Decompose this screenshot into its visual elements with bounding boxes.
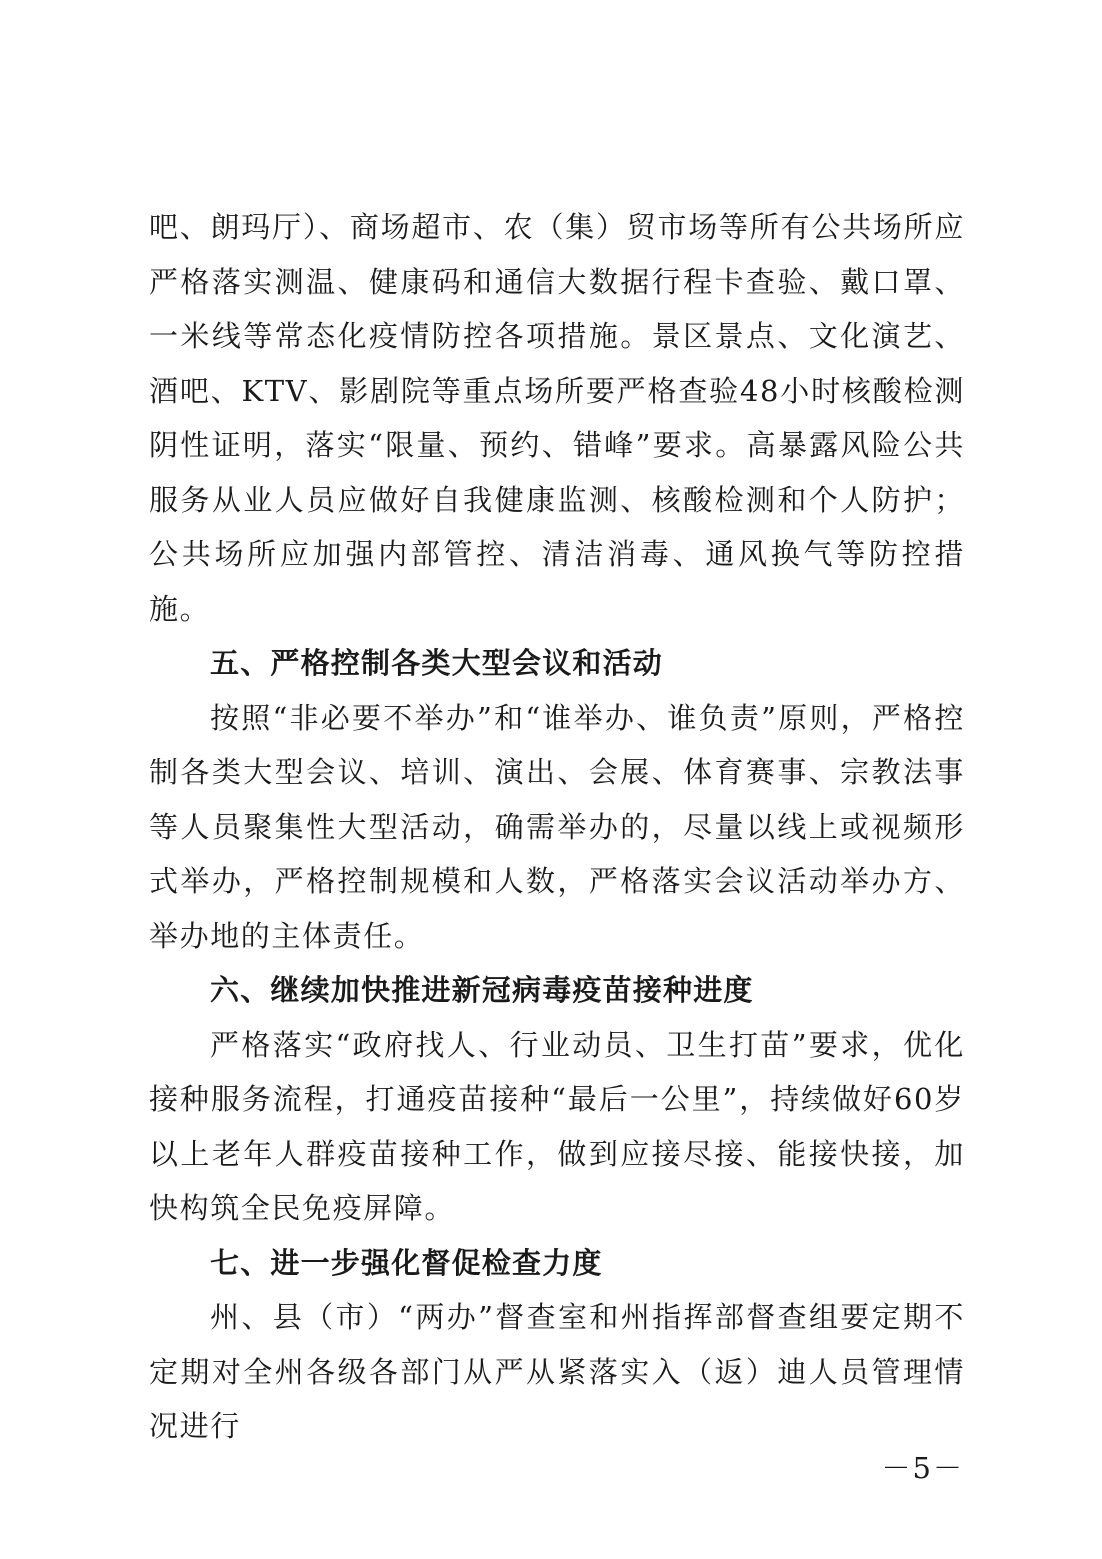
body-paragraph: 吧、朗玛厅）、商场超市、农（集）贸市场等所有公共场所应严格落实测温、健康码和通信大数据行程卡查验、戴口罩、一米线等常态化疫情防控各项措施。景区景点、文化演艺、酒吧、KTV、影剧院等重点场所要严格查验48小时核酸检测阴性证明，落实“限量、预约、错峰”要求。高暴露风险公共服务从业人员应做好自我健康监测、核酸检测和个人防护；公共场所应加强内部管控、清洁消毒、通风换气等防控措施。 bbox=[149, 210, 965, 626]
document-body bbox=[149, 200, 965, 1454]
section-heading-five: 五、严格控制各类大型会议和活动 bbox=[210, 646, 664, 680]
section-heading-seven: 七、进一步强化督促检查力度 bbox=[210, 1245, 603, 1280]
body-paragraph: 州、县（市）“两办”督查室和州指挥部督查组要定期不定期对全州各级各部门从严从紧落实入（返）迪人员管理情况进行 bbox=[149, 1300, 965, 1443]
page-number: －5－ bbox=[881, 1451, 964, 1485]
body-paragraph: 按照“非必要不举办”和“谁举办、谁负责”原则，严格控制各类大型会议、培训、演出、会展、体育赛事、宗教法事等人员聚集性大型活动，确需举办的，尽量以线上或视频形式举办，严格控制规模和人数，严格落实会议活动举办方、举办地的主体责任。 bbox=[149, 700, 965, 953]
section-heading-six: 六、继续加快推进新冠病毒疫苗接种进度 bbox=[210, 973, 754, 1007]
body-paragraph: 严格落实“政府找人、行业动员、卫生打苗”要求，优化接种服务流程，打通疫苗接种“最后一公里”，持续做好60岁以上老年人群疫苗接种工作，做到应接尽接、能接快接，加快构筑全民免疫屏障。 bbox=[149, 1027, 965, 1225]
